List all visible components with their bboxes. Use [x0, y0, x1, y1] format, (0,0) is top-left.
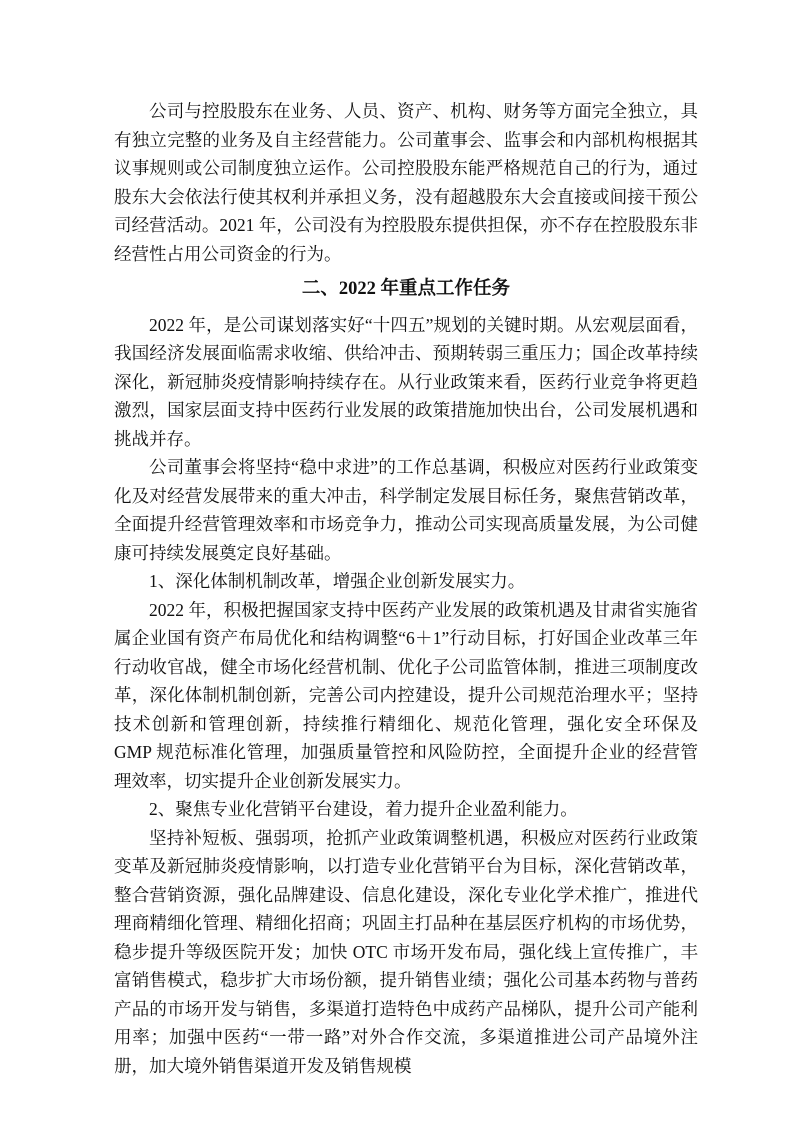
numbered-item-2-marketing-title: 2、聚焦专业化营销平台建设，着力提升企业盈利能力。	[149, 799, 578, 819]
paragraph-marketing-details: 坚持补短板、强弱项，抢抓产业政策调整机遇，积极应对医药行业政策变革及新冠肺炎疫情影响，以打造专业化营销平台为目标，深化营销改革，整合营销资源，强化品牌建设、信息化建设，深化专业化学术推广，推进代理商精细化管理、精细化招商；巩固主打品种在基层医疗机构的市场优势，稳步提升等级医院开发；加快 OTC 市场开发布局，强化线上宣传推广，丰富销售模式，稳步扩大市场份额，提升销售业绩；强化公司基本药物与普药产品的市场开发与销售，多渠道打造特色中成药产品梯队，提升公司产能利用率；加强中医药“一带一路”对外合作交流，多渠道推进公司产品境外注册，加大境外销售渠道开发及销售规模	[114, 827, 698, 1076]
paragraph-reform-details: 2022 年，积极把握国家支持中医药产业发展的政策机遇及甘肃省实施省属企业国有资产布局优化和结构调整“6＋1”行动目标，打好国企业改革三年行动收官战，健全市场化经营机制、优化子公司监管体制，推进三项制度改革，深化体制机制创新，完善公司内控建设，提升公司规范治理水平；坚持技术创新和管理创新，持续推行精细化、规范化管理，强化安全环保及 GMP 规范标准化管理，加强质量管控和风险防控，全面提升企业的经营管理效率，切实提升企业创新发展实力。	[114, 599, 698, 791]
paragraph-board-keynote: 公司董事会将坚持“稳中求进”的工作总基调，积极应对医药行业政策变化及对经营发展带来的重大冲击，科学制定发展目标任务，聚焦营销改革，全面提升经营管理效率和市场竞争力，推动公司实现高质量发展，为公司健康可持续发展奠定良好基础。	[114, 457, 698, 563]
numbered-item-1-reform-title: 1、深化体制机制改革，增强企业创新发展实力。	[149, 571, 526, 591]
document-content	[114, 97, 698, 1080]
paragraph-macro-industry-outlook: 2022 年，是公司谋划落实好“十四五”规划的关键时期。从宏观层面看，我国经济发展面临需求收缩、供给冲击、预期转弱三重压力；国企改革持续深化，新冠肺炎疫情影响持续存在。从行业政策来看，医药行业竞争将更趋激烈，国家层面支持中医药行业发展的政策措施加快出台，公司发展机遇和挑战并存。	[114, 314, 698, 449]
paragraph-shareholder-independence: 公司与控股股东在业务、人员、资产、机构、财务等方面完全独立，具有独立完整的业务及自主经营能力。公司董事会、监事会和内部机构根据其议事规则或公司制度独立运作。公司控股股东能严格规范自己的行为，通过股东大会依法行使其权利并承担义务，没有超越股东大会直接或间接干预公司经营活动。2021 年，公司没有为控股股东提供担保，亦不存在控股股东非经营性占用公司资金的行为。	[114, 101, 698, 264]
section-heading-2022-key-tasks: 二、2022 年重点工作任务	[301, 279, 511, 299]
